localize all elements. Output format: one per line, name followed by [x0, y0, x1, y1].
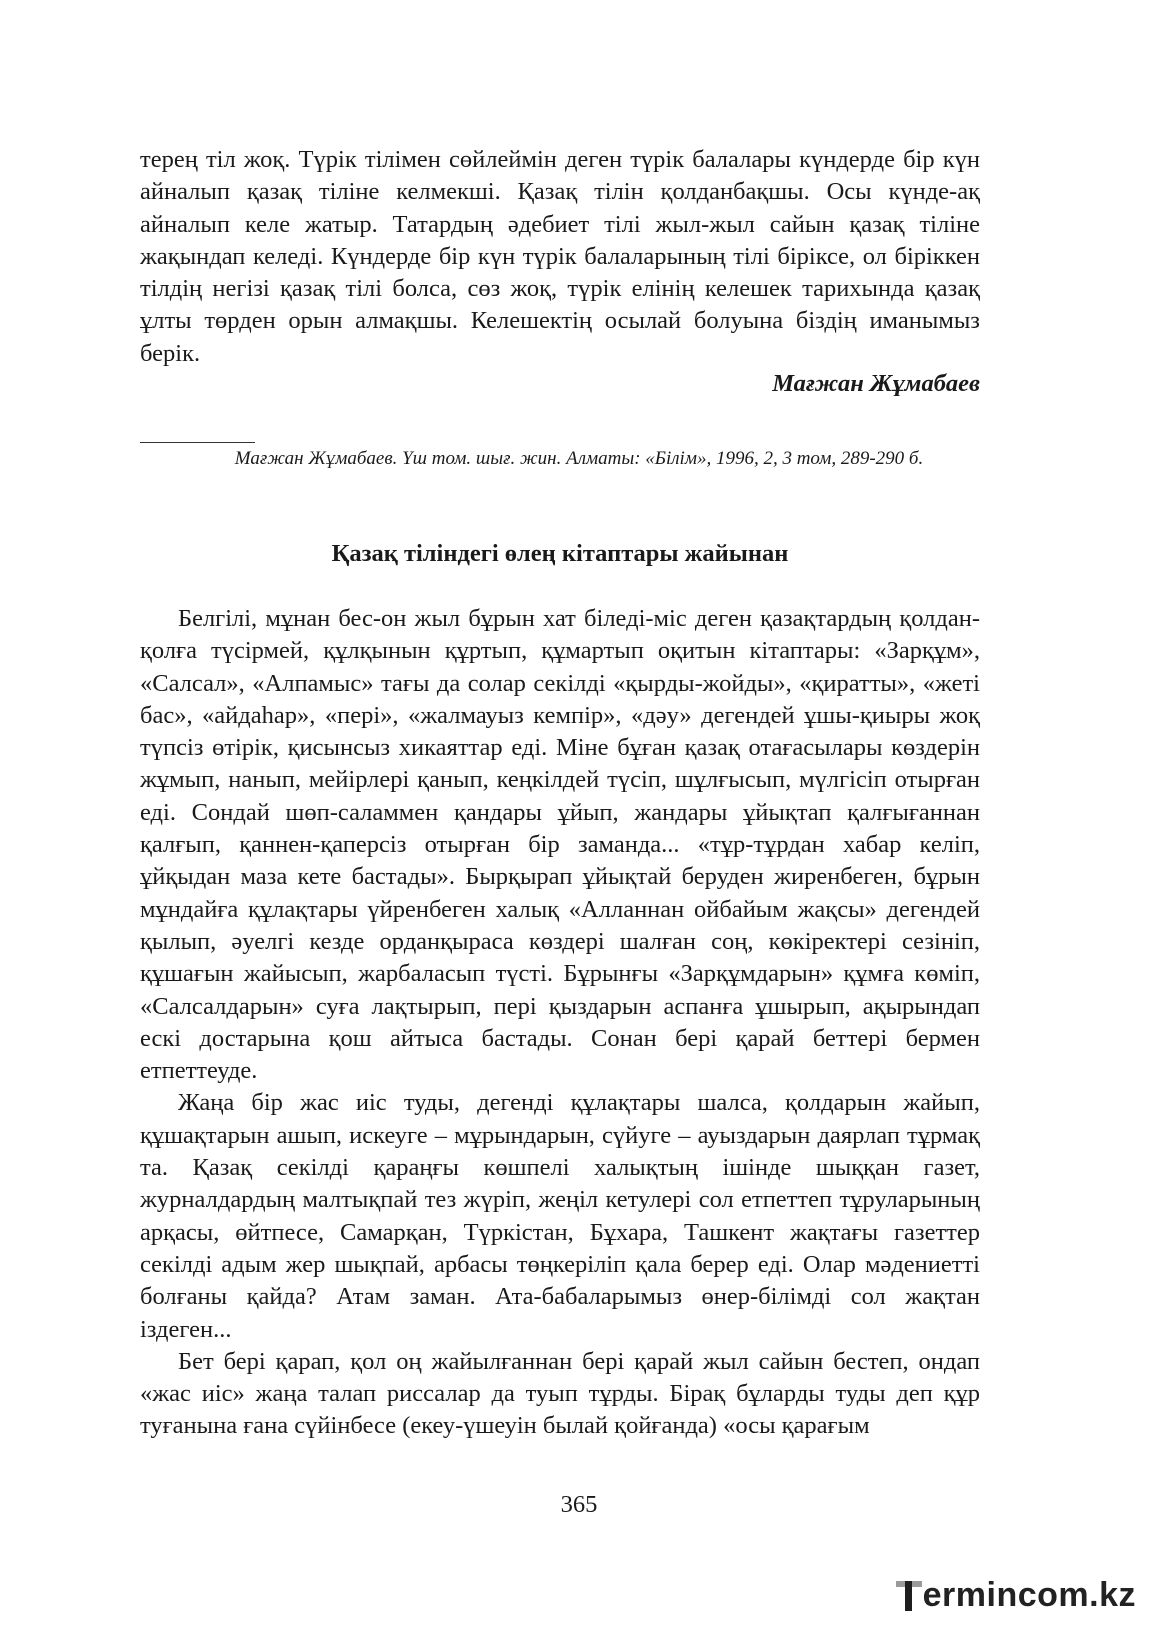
watermark-logo [896, 1575, 1136, 1615]
section-heading: Қазақ тіліндегі өлең кітаптары жайынан [331, 540, 789, 567]
main-text [140, 603, 980, 1443]
author-signature: Мағжан Жұмабаев [772, 370, 980, 397]
page-number: 365 [560, 1491, 598, 1518]
footnote: Мағжан Жұмабаев. Үш том. шығ. жин. Алматы: «Білім», 1996, 2, 3 том, 289-290 б. [234, 448, 924, 469]
footnote-divider [140, 442, 255, 443]
intro-paragraph: терең тіл жоқ. Түрік тілімен сөйлеймін деген түрік балалары күндерде бір күн айналып қазақ тіліне келмекші. Қазақ тілін қолданбақшы. Осы күнде-ақ айналып келе жатыр. Татардың әдебиет тілі жыл-жыл сайын қазақ тіліне жақындап келеді. Күндерде бір күн түрік балаларының тілі біріксе, ол біріккен тілдің негізі қазақ тілі болса, сөз жоқ, түрік елінің келешек тарихында қазақ ұлты төрден орын алмақшы. Келешектің осылай болуына біздің иманымыз берік. [140, 146, 980, 367]
watermark-text: ermincom.kz [922, 1576, 1136, 1614]
paragraph: Бет бері қарап, қол оң жайылғаннан бері қарай жыл сайын бестеп, ондап «жас иіс» жаңа талап риссалар да туып тұрды. Бірақ бұларды туды деп құр туғанына ғана сүйінбесе (екеу-үшеуін былай қойғанда) «осы қарағым [140, 1347, 980, 1440]
paragraph: Белгілі, мұнан бес-он жыл бұрын хат біледі-міс деген қазақтардың қолдан-қолға түсірмей, құлқынын құртып, құмартып оқитын кітаптары: «Зарқұм», «Салсал», «Алпамыс» тағы да солар секілді «қырды-жойды», «қиратты», «жеті бас», «айдаһар», «пері», «жалмауыз кемпір», «дәу» дегендей ұшы-қиыры жоқ түпсіз өтірік, қисынсыз хикаяттар еді. Міне бұған қазақ отағасылары көздерін жұмып, нанып, мейірлері қанып, кеңкілдей түсіп, шұлғысып, мүлгісіп отырған еді. Сондай шөп-саламмен қандары ұйып, жандары ұйықтап қалғығаннан қалғып, қаннен-қаперсіз отырған бір заманда... «тұр-тұрдан хабар келіп, ұйқыдан маза кете бастады». Бырқырап ұйықтай беруден жиренбеген, бұрын мұндайға құлақтары үйренбеген халық «Алланнан ойбайым жақсы» дегендей қылып, әуелгі кезде орданқыраса көздері шалған соң, көкіректері сезініп, құшағын жайысып, жарбаласып түсті. Бұрынғы «Зарқұмдарын» құмға көміп, «Салсалдарын» суға лақтырып, пері қыздарын аспанға ұшырып, ақырындап ескі достарына қош айтыса бастады. Сонан бері қарай беттері бермен етпеттеуде. [140, 605, 980, 1085]
t-logo-icon [896, 1577, 922, 1613]
paragraph: Жаңа бір жас иіс туды, дегенді құлақтары шалса, қолдарын жайып, құшақтарын ашып, искеуге – мұрындарын, сүйуге – ауыздарын даярлап тұрмақ та. Қазақ секілді қараңғы көшпелі халықтың ішінде шыққан газет, журналдардың малтықпай тез жүріп, жеңіл кетулері сол етпеттеп тұруларының арқасы, өйтпесе, Самарқан, Түркістан, Бұхара, Ташкент жақтағы газеттер секілді адым жер шықпай, арбасы төңкеріліп қала берер еді. Олар мәдениетті болғаны қайда? Атам заман. Ата-бабаларымыз өнер-білімді сол жақтан іздеген... [140, 1089, 980, 1343]
